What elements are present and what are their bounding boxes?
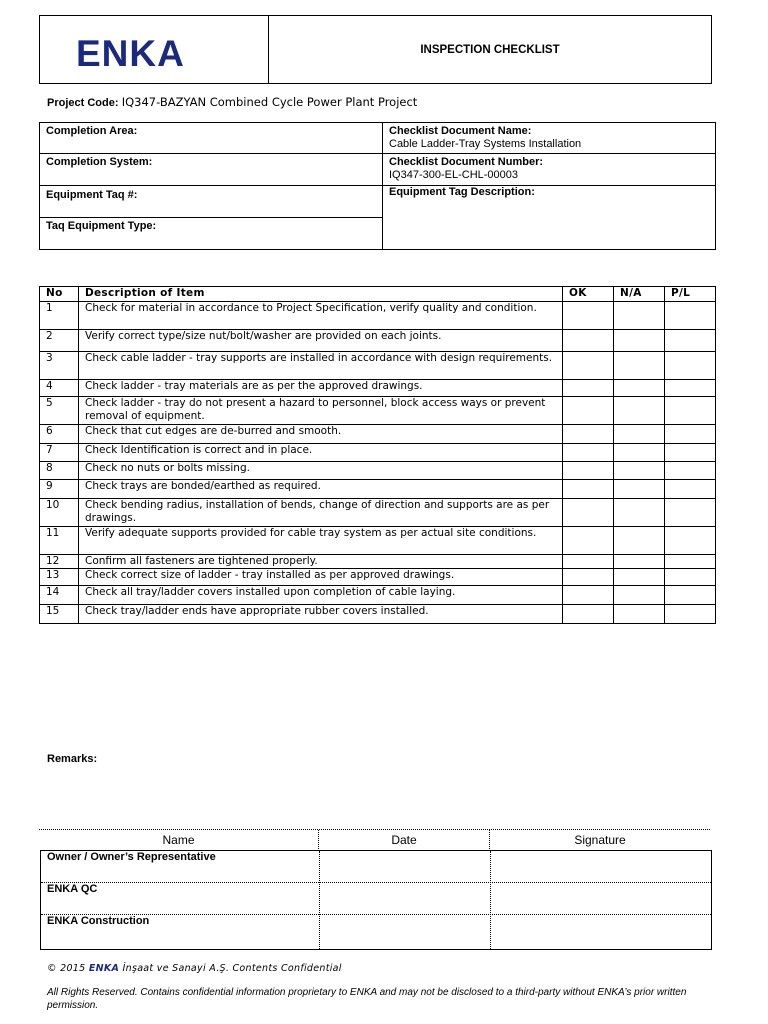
item-description: Check cable ladder - tray supports are installed in accordance with design requirements. xyxy=(79,352,563,380)
signature-row-owner: Owner / Owner’s Representative xyxy=(47,851,216,863)
item-number: 13 xyxy=(40,568,79,585)
item-number: 12 xyxy=(40,555,79,569)
checklist-row xyxy=(40,462,716,480)
item-description: Check bending radius, installation of bends, change of direction and supports are as per drawings. xyxy=(79,499,563,527)
item-description: Check correct size of ladder - tray installed as per approved drawings. xyxy=(79,568,563,585)
signature-divider xyxy=(490,851,491,949)
tag-equipment-type-cell xyxy=(40,218,382,235)
tag-equipment-type-label: Taq Equipment Type: xyxy=(46,220,157,232)
checklist-row xyxy=(40,302,716,330)
pl-cell[interactable] xyxy=(665,444,716,462)
item-description: Check ladder - tray do not present a hazard to personnel, block access ways or prevent removal of equipment. xyxy=(79,397,563,425)
form-title: INSPECTION CHECKLIST xyxy=(420,43,560,56)
header-pl: P/L xyxy=(665,287,716,302)
checklist-row xyxy=(40,425,716,444)
item-description: Check ladder - tray materials are as per the approved drawings. xyxy=(79,380,563,397)
checklist-row xyxy=(40,527,716,555)
checklist-row xyxy=(40,555,716,569)
item-number: 15 xyxy=(40,604,79,623)
pl-cell[interactable] xyxy=(665,425,716,444)
ok-cell[interactable] xyxy=(563,480,614,499)
doc-name-value: Cable Ladder-Tray Systems Installation xyxy=(389,138,582,150)
completion-area-label: Completion Area: xyxy=(46,125,138,137)
na-cell[interactable] xyxy=(614,462,665,480)
pl-cell[interactable] xyxy=(665,480,716,499)
item-number: 7 xyxy=(40,444,79,462)
checklist-row xyxy=(40,499,716,527)
item-number: 2 xyxy=(40,330,79,352)
project-code-line xyxy=(47,95,417,109)
project-code-value: IQ347-BAZYAN Combined Cycle Power Plant Project xyxy=(121,95,418,109)
pl-cell[interactable] xyxy=(665,397,716,425)
ok-cell[interactable] xyxy=(563,585,614,604)
pl-cell[interactable] xyxy=(665,330,716,352)
enka-logo: ENKA xyxy=(76,33,185,74)
checklist-body xyxy=(40,302,716,624)
item-number: 8 xyxy=(40,462,79,480)
item-description: Verify adequate supports provided for cable tray system as per actual site conditions. xyxy=(79,527,563,555)
ok-cell[interactable] xyxy=(563,499,614,527)
pl-cell[interactable] xyxy=(665,568,716,585)
checklist-row xyxy=(40,444,716,462)
doc-number-cell xyxy=(383,154,715,184)
item-number: 11 xyxy=(40,527,79,555)
item-description: Check all tray/ladder covers installed upon completion of cable laying. xyxy=(79,585,563,604)
signature-row-enka-construction: ENKA Construction xyxy=(47,915,150,927)
item-number: 1 xyxy=(40,302,79,330)
na-cell[interactable] xyxy=(614,352,665,380)
signature-row-divider xyxy=(41,882,711,883)
na-cell[interactable] xyxy=(614,527,665,555)
pl-cell[interactable] xyxy=(665,499,716,527)
pl-cell[interactable] xyxy=(665,380,716,397)
item-number: 5 xyxy=(40,397,79,425)
item-description: Check for material in accordance to Project Specification, verify quality and condition. xyxy=(79,302,563,330)
completion-system-cell xyxy=(40,154,382,171)
signature-row-enka-qc: ENKA QC xyxy=(47,883,98,895)
copyright-suffix: İnşaat ve Sanayi A.Ş. Contents Confidential xyxy=(122,963,342,974)
ok-cell[interactable] xyxy=(563,555,614,569)
signature-divider xyxy=(319,851,320,949)
pl-cell[interactable] xyxy=(665,604,716,623)
completion-area-cell xyxy=(40,123,382,140)
equipment-tag-cell xyxy=(40,186,382,204)
na-cell[interactable] xyxy=(614,425,665,444)
copyright-prefix: © 2015 xyxy=(47,963,86,974)
na-cell[interactable] xyxy=(614,302,665,330)
ok-cell[interactable] xyxy=(563,352,614,380)
ok-cell[interactable] xyxy=(563,462,614,480)
item-description: Check Identification is correct and in place. xyxy=(79,444,563,462)
na-cell[interactable] xyxy=(614,568,665,585)
checklist-row xyxy=(40,397,716,425)
checklist-row xyxy=(40,330,716,352)
info-table xyxy=(39,122,716,250)
remarks-label: Remarks: xyxy=(47,753,98,765)
header-description: Description of Item xyxy=(79,287,563,302)
tag-description-cell xyxy=(383,184,715,201)
completion-system-label: Completion System: xyxy=(46,156,153,168)
checklist-row xyxy=(40,568,716,585)
item-description: Check tray/ladder ends have appropriate rubber covers installed. xyxy=(79,604,563,623)
item-number: 6 xyxy=(40,425,79,444)
item-description: Verify correct type/size nut/bolt/washer are provided on each joints. xyxy=(79,330,563,352)
ok-cell[interactable] xyxy=(563,568,614,585)
ok-cell[interactable] xyxy=(563,330,614,352)
rights-notice: All Rights Reserved. Contains confidential information proprietary to ENKA and may not be disclosed to a third-party without ENKA’s prior written permission. xyxy=(47,987,687,1011)
ok-cell[interactable] xyxy=(563,397,614,425)
pl-cell[interactable] xyxy=(665,352,716,380)
checklist-table xyxy=(39,286,716,624)
checklist-row xyxy=(40,380,716,397)
checklist-row xyxy=(40,352,716,380)
na-cell[interactable] xyxy=(614,604,665,623)
ok-cell[interactable] xyxy=(563,444,614,462)
signature-col-signature: Signature xyxy=(574,833,626,847)
header-no: No xyxy=(40,287,79,302)
pl-cell[interactable] xyxy=(665,527,716,555)
doc-name-cell xyxy=(383,123,715,153)
item-number: 10 xyxy=(40,499,79,527)
checklist-row xyxy=(40,480,716,499)
item-number: 9 xyxy=(40,480,79,499)
doc-number-value: IQ347-300-EL-CHL-00003 xyxy=(389,169,519,181)
pl-cell[interactable] xyxy=(665,585,716,604)
item-number: 14 xyxy=(40,585,79,604)
na-cell[interactable] xyxy=(614,480,665,499)
na-cell[interactable] xyxy=(614,397,665,425)
signature-col-name: Name xyxy=(162,833,195,847)
checklist-header-row xyxy=(40,287,716,302)
copyright-line xyxy=(47,963,342,974)
ok-cell[interactable] xyxy=(563,380,614,397)
header-na: N/A xyxy=(614,287,665,302)
item-number: 3 xyxy=(40,352,79,380)
na-cell[interactable] xyxy=(614,380,665,397)
checklist-row xyxy=(40,585,716,604)
item-number: 4 xyxy=(40,380,79,397)
doc-name-label: Checklist Document Name: xyxy=(389,125,532,137)
ok-cell[interactable] xyxy=(563,425,614,444)
signature-header xyxy=(39,830,710,849)
item-description: Check no nuts or bolts missing. xyxy=(79,462,563,480)
na-cell[interactable] xyxy=(614,499,665,527)
ok-cell[interactable] xyxy=(563,302,614,330)
copyright-brand: ENKA xyxy=(88,963,120,974)
checklist-row xyxy=(40,604,716,623)
ok-cell[interactable] xyxy=(563,527,614,555)
tag-description-label: Equipment Tag Description: xyxy=(389,186,535,198)
logo-cell xyxy=(40,16,269,83)
signature-col-date: Date xyxy=(391,833,417,847)
doc-number-label: Checklist Document Number: xyxy=(389,156,544,168)
pl-cell[interactable] xyxy=(665,555,716,569)
equipment-tag-label: Equipment Taq #: xyxy=(46,189,138,201)
item-description: Check that cut edges are de-burred and smooth. xyxy=(79,425,563,444)
item-description: Confirm all fasteners are tightened properly. xyxy=(79,555,563,569)
na-cell[interactable] xyxy=(614,555,665,569)
na-cell[interactable] xyxy=(614,330,665,352)
na-cell[interactable] xyxy=(614,444,665,462)
pl-cell[interactable] xyxy=(665,462,716,480)
header-ok: OK xyxy=(563,287,614,302)
signature-table xyxy=(40,850,712,950)
ok-cell[interactable] xyxy=(563,604,614,623)
project-code-label: Project Code: xyxy=(47,97,119,109)
item-description: Check trays are bonded/earthed as required. xyxy=(79,480,563,499)
pl-cell[interactable] xyxy=(665,302,716,330)
na-cell[interactable] xyxy=(614,585,665,604)
document-header xyxy=(39,15,712,84)
